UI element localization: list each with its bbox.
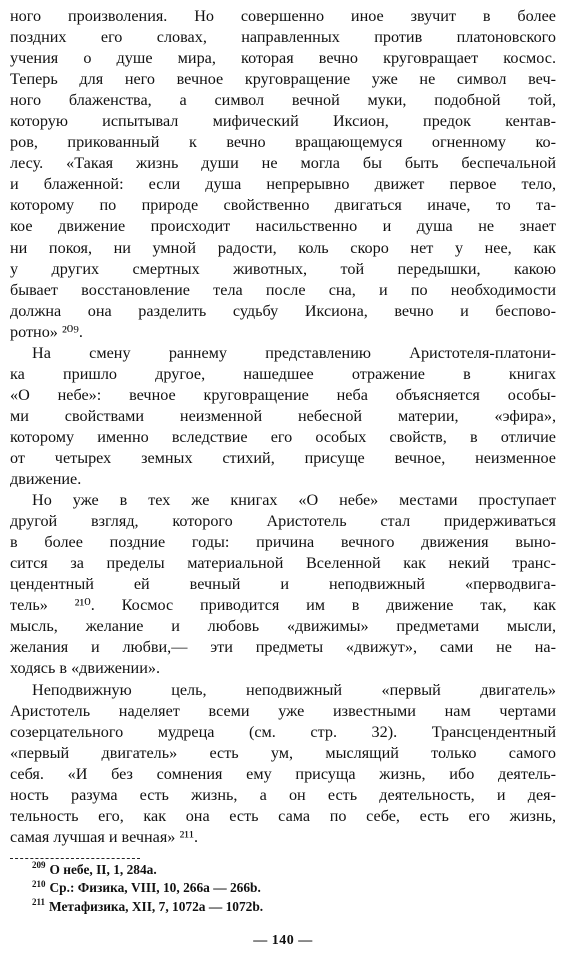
paragraph-2 (10, 343, 556, 490)
text-line: ни покоя, ни умной радости, коль скоро нет у нее, как (10, 238, 556, 257)
text-line: созерцательного мудреца (см. стр. 32). Трансцендентный (10, 722, 556, 741)
text-line: «первый двигатель» есть ум, мыслящий только самого (10, 743, 556, 762)
text-line: тель» ²¹⁰. Космос приводится им в движение так, как (10, 596, 556, 615)
text-line: которому по природе свойственно двигаться иначе, то та- (10, 196, 556, 215)
footnote-mark: 210 (32, 878, 46, 889)
footnote-text: Метафизика, XII, 7, 1072a — 1072b. (49, 898, 264, 914)
text-line: бывает восстановление тела после сна, и по необходимости (10, 280, 556, 299)
text-line: которую испытывал мифический Иксион, предок кентав- (10, 112, 556, 131)
text-line: у других смертных животных, той передышки, какою (10, 259, 556, 278)
text-line: лесу. «Такая жизнь души не могла бы быть беспечальной (10, 154, 556, 173)
text-line: от четырех земных стихий, присуще вечное, неизменное (10, 448, 556, 467)
text-line: мысль, желание и любовь «движимы» предметами мысли, (10, 617, 556, 636)
text-line: учения о душе мира, которая вечно круговращает космос. (10, 49, 556, 68)
text-line: в более поздние годы: причина вечного движения выно- (10, 533, 556, 552)
text-line: ров, прикованный к вечно вращающемуся огненному ко- (10, 133, 556, 152)
text-line: Неподвижную цель, неподвижный «первый двигатель» (32, 680, 556, 699)
text-line: должна она разделить судьбу Иксиона, вечно и беспово- (10, 301, 556, 320)
text-line: ного произволения. Но совершенно иное звучит в более (10, 7, 556, 25)
text-line: ка пришло другое, нашедшее отражение в книгах (10, 364, 556, 383)
text-line: Аристотель наделяет всеми уже известными нам чертами (10, 701, 556, 720)
footnote-211 (32, 898, 556, 916)
book-page (10, 6, 556, 953)
footnote-text: Ср.: Физика, VIII, 10, 266a — 266b. (49, 880, 261, 896)
footnote-mark: 209 (32, 860, 46, 871)
footnotes (10, 861, 556, 916)
text-line: ротно» ²⁰⁹. (10, 322, 83, 341)
text-line: себя. «И без сомнения ему присуща жизнь, ибо деятель- (10, 764, 556, 783)
paragraph-3 (10, 490, 556, 679)
footnote-divider (10, 858, 140, 859)
text-line: которому именно вследствие его особых свойств, в отличие (10, 427, 556, 446)
text-line: и блаженной: если душа непрерывно движет первое тело, (10, 175, 556, 194)
text-line: ходясь в «движении». (10, 659, 161, 678)
page-number: — 140 — (253, 933, 313, 948)
text-line: ность разума есть жизнь, а он есть деятельность, и дея- (10, 785, 556, 804)
text-line: Теперь для него вечное круговращение уже не символ веч- (10, 70, 556, 89)
text-line: поздних его словах, направленных против платоновского (10, 28, 556, 47)
footnote-210 (32, 879, 556, 897)
footnote-text: О небе, II, 1, 284a. (49, 861, 157, 877)
text-line: На смену раннему представлению Аристотеля-платони- (32, 343, 556, 362)
text-line: «О небе»: вечное круговращение неба объясняется особы- (10, 385, 556, 404)
text-line: движение. (10, 470, 82, 489)
text-line: цендентный ей вечный и неподвижный «перводвига- (10, 575, 556, 594)
text-line: ми свойствами неизменной небесной материи, «эфира», (10, 406, 556, 425)
text-line: самая лучшая и вечная» ²¹¹. (10, 827, 199, 846)
text-line: желания и любви,— эти предметы «движут», сами не на- (10, 638, 556, 657)
text-line: другой взгляд, которого Аристотель стал придерживаться (10, 512, 556, 531)
paragraph-1 (10, 6, 556, 343)
body-text (10, 6, 556, 848)
text-line: тельность его, как она есть сама по себе, есть его жизнь, (10, 806, 556, 825)
text-line: ного блаженства, а символ вечной муки, подобной той, (10, 91, 556, 110)
paragraph-4 (10, 680, 556, 848)
footnote-mark: 211 (32, 897, 46, 908)
text-line: Но уже в тех же книгах «О небе» местами проступает (32, 491, 556, 510)
footnote-209 (32, 861, 556, 879)
text-line: сится за пределы материальной Вселенной как некий транс- (10, 554, 556, 573)
text-line: кое движение происходит насильственно и душа не знает (10, 217, 556, 236)
